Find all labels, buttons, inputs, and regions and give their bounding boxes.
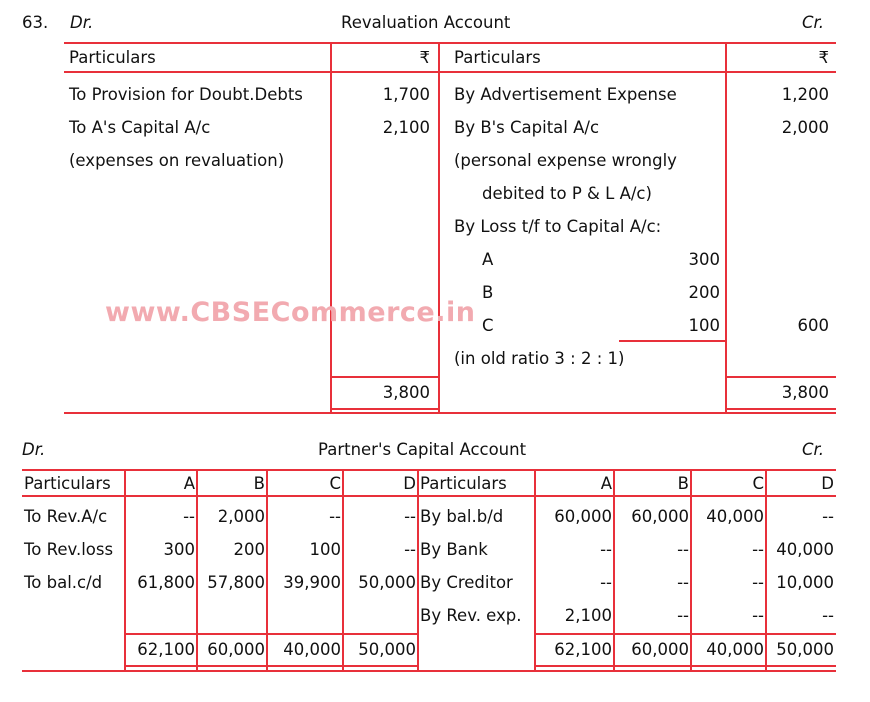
credit-amount: 1,200 [781, 85, 829, 104]
entry-amount: -- [329, 507, 341, 526]
debit-label: Dr. [70, 13, 94, 32]
credit-entry: A [482, 250, 494, 269]
credit-entry: By B's Capital A/c [454, 118, 600, 137]
rule-line [331, 408, 439, 410]
entry-particulars: To Rev.loss [24, 540, 114, 559]
total-amount: 40,000 [283, 640, 341, 659]
rule-line [22, 469, 836, 471]
entry-amount: 2,000 [217, 507, 265, 526]
rule-line [22, 495, 836, 497]
column-line [438, 43, 440, 413]
header-rupee: ₹ [818, 48, 829, 67]
credit-entry: B [482, 283, 494, 302]
entry-amount: 200 [233, 540, 265, 559]
entry-amount: -- [752, 540, 764, 559]
total-amount: 60,000 [631, 640, 689, 659]
entry-particulars: By Creditor [420, 573, 513, 592]
column-header: A [183, 474, 195, 493]
entry-particulars: By Rev. exp. [420, 606, 522, 625]
debit-amount: 1,700 [382, 85, 430, 104]
capital-title: Partner's Capital Account [318, 440, 527, 459]
credit-label: Cr. [802, 13, 825, 32]
rule-line [331, 376, 439, 378]
credit-amount: 2,000 [781, 118, 829, 137]
column-line [725, 43, 727, 413]
credit-entry: (in old ratio 3 : 2 : 1) [454, 349, 625, 368]
entry-amount: -- [752, 606, 764, 625]
column-header: C [752, 474, 764, 493]
header-rupee: ₹ [419, 48, 430, 67]
column-header: D [821, 474, 834, 493]
column-header: B [253, 474, 265, 493]
entry-amount: -- [600, 573, 612, 592]
column-line [417, 470, 419, 672]
rule-line [619, 340, 726, 342]
credit-entry: C [482, 316, 494, 335]
entry-amount: -- [600, 540, 612, 559]
rule-line [64, 71, 836, 73]
entry-amount: 300 [163, 540, 195, 559]
rule-line [125, 633, 418, 635]
credit-entry: (personal expense wrongly [454, 151, 677, 170]
credit-total: 3,800 [781, 383, 829, 402]
column-header: B [677, 474, 689, 493]
entry-amount: 60,000 [554, 507, 612, 526]
total-amount: 40,000 [706, 640, 764, 659]
entry-amount: 50,000 [358, 573, 416, 592]
column-header: Particulars [420, 474, 507, 493]
entry-particulars: To Rev.A/c [24, 507, 108, 526]
entry-amount: 2,100 [564, 606, 612, 625]
column-header: C [329, 474, 341, 493]
credit-label: Cr. [802, 440, 825, 459]
entry-amount: -- [183, 507, 195, 526]
credit-entry: By Loss t/f to Capital A/c: [454, 217, 662, 236]
credit-entry: By Advertisement Expense [454, 85, 677, 104]
question-number: 63. [22, 13, 49, 32]
header-particulars: Particulars [69, 48, 156, 67]
entry-amount: -- [752, 573, 764, 592]
entry-amount: -- [677, 573, 689, 592]
debit-entry: (expenses on revaluation) [69, 151, 285, 170]
rule-line [22, 670, 836, 672]
entry-particulars: By bal.b/d [420, 507, 504, 526]
total-amount: 62,100 [137, 640, 195, 659]
rule-line [64, 412, 836, 414]
entry-amount: -- [404, 540, 416, 559]
entry-amount: 100 [309, 540, 341, 559]
entry-amount: -- [677, 606, 689, 625]
entry-amount: 10,000 [776, 573, 834, 592]
entry-amount: 39,900 [283, 573, 341, 592]
debit-entry: To Provision for Doubt.Debts [69, 85, 303, 104]
rule-line [535, 633, 836, 635]
debit-amount: 2,100 [382, 118, 430, 137]
entry-particulars: To bal.c/d [24, 573, 103, 592]
watermark: www.CBSECommerce.in [105, 297, 476, 328]
entry-amount: -- [404, 507, 416, 526]
rule-line [125, 665, 418, 667]
total-amount: 60,000 [207, 640, 265, 659]
rule-line [726, 376, 836, 378]
debit-total: 3,800 [382, 383, 430, 402]
entry-amount: -- [822, 606, 834, 625]
debit-entry: To A's Capital A/c [69, 118, 211, 137]
total-amount: 62,100 [554, 640, 612, 659]
entry-amount: 40,000 [776, 540, 834, 559]
credit-sub-amount: 200 [688, 283, 720, 302]
entry-particulars: By Bank [420, 540, 488, 559]
column-header: D [403, 474, 416, 493]
entry-amount: 61,800 [137, 573, 195, 592]
rule-line [535, 665, 836, 667]
revaluation-title: Revaluation Account [341, 13, 511, 32]
entry-amount: 57,800 [207, 573, 265, 592]
entry-amount: -- [822, 507, 834, 526]
credit-sub-amount: 300 [688, 250, 720, 269]
debit-label: Dr. [22, 440, 46, 459]
credit-amount: 600 [797, 316, 829, 335]
header-particulars: Particulars [454, 48, 541, 67]
credit-entry: debited to P & L A/c) [482, 184, 652, 203]
column-line [330, 43, 332, 413]
rule-line [64, 42, 836, 44]
credit-sub-amount: 100 [688, 316, 720, 335]
total-amount: 50,000 [776, 640, 834, 659]
entry-amount: -- [677, 540, 689, 559]
entry-amount: 60,000 [631, 507, 689, 526]
entry-amount: 40,000 [706, 507, 764, 526]
column-header: Particulars [24, 474, 111, 493]
rule-line [726, 408, 836, 410]
column-header: A [600, 474, 612, 493]
total-amount: 50,000 [358, 640, 416, 659]
